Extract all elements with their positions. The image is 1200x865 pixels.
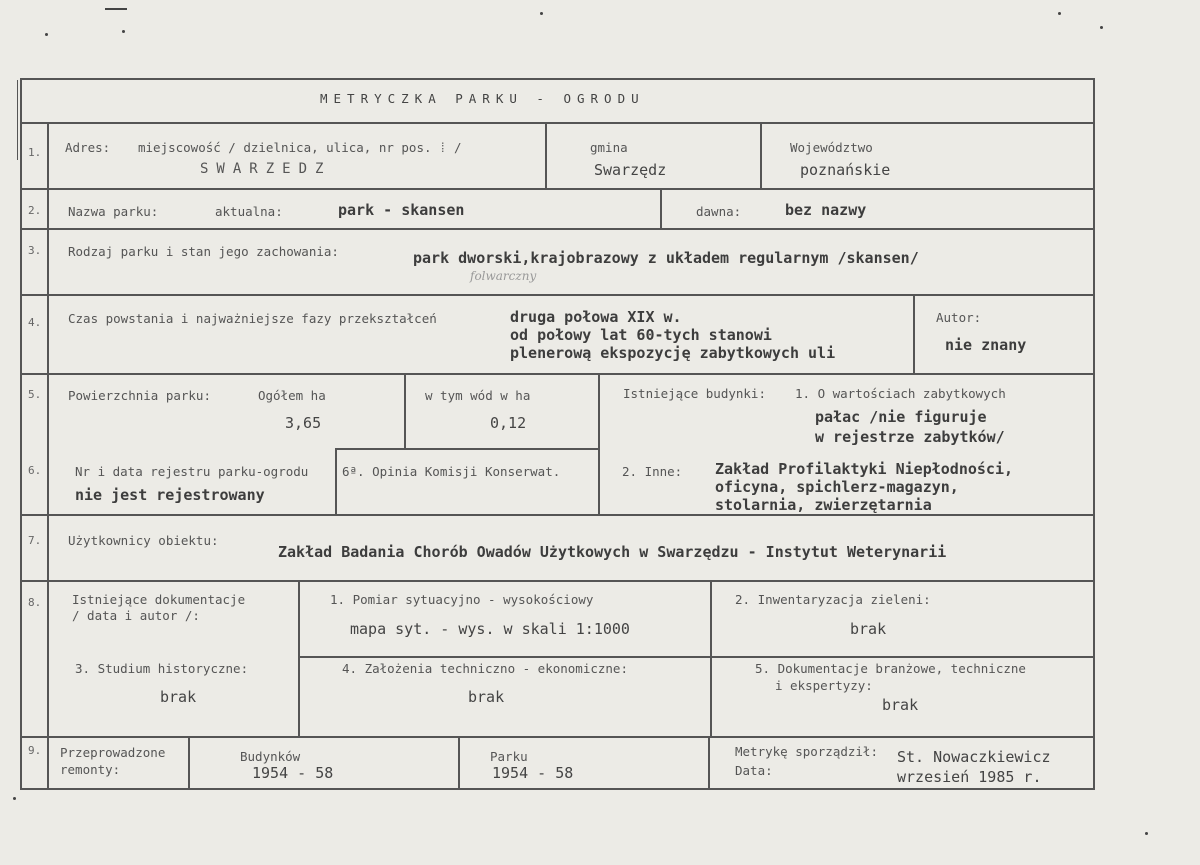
branch-docs-label-line-1: 5. Dokumentacje branżowe, techniczne — [755, 661, 1026, 676]
row-number: 2. — [28, 204, 42, 217]
history-line-3: plenerową ekspozycję zabytkowych uli — [510, 344, 836, 362]
date-value: wrzesień 1985 r. — [897, 768, 1042, 786]
water-area-value: 0,12 — [490, 414, 527, 432]
repairs-label-line-2: remonty: — [60, 762, 121, 777]
row-number: 8. — [28, 596, 42, 609]
other-buildings-line-3: stolarnia, zwierzętarnia — [715, 496, 932, 514]
branch-docs-label-line-2: i ekspertyzy: — [775, 678, 873, 693]
park-name-label: Nazwa parku: — [68, 204, 159, 219]
other-buildings-line-1: Zakład Profilaktyki Niepłodności, — [715, 460, 1014, 478]
form-title: METRYCZKA PARKU - OGRODU — [320, 91, 645, 106]
park-type-value: park dworski,krajobrazowy z układem regularnym /skansen/ — [413, 249, 919, 267]
users-label: Użytkownicy obiektu: — [68, 533, 219, 548]
address-value: SWARZEDZ — [200, 161, 332, 177]
greenery-inventory-label: 2. Inwentaryzacja zieleni: — [735, 592, 931, 607]
row-number: 7. — [28, 534, 42, 547]
row-number: 3. — [28, 244, 42, 257]
branch-docs-value: brak — [882, 696, 919, 714]
scan-speck — [1145, 832, 1148, 835]
wojewodztwo-value: poznańskie — [800, 161, 891, 179]
row-number: 4. — [28, 316, 42, 329]
park-type-label: Rodzaj parku i stan jego zachowania: — [68, 244, 339, 259]
buildings-label: Istniejące budynki: — [623, 386, 766, 401]
users-value: Zakład Badania Chorób Owadów Użytkowych w Swarzędzu - Instytut Weterynarii — [278, 543, 947, 561]
row-number: 5. — [28, 388, 42, 401]
buildings-heritage-line-2: w rejestrze zabytków/ — [815, 428, 1005, 446]
repairs-label-line-1: Przeprowadzone — [60, 745, 166, 760]
history-label: Czas powstania i najważniejsze fazy przekształceń — [68, 311, 437, 326]
history-line-1: druga połowa XIX w. — [510, 308, 682, 326]
current-name-value: park - skansen — [338, 201, 465, 219]
park-type-handwritten: folwarczny — [470, 269, 537, 283]
water-area-label: w tym wód w ha — [425, 388, 531, 403]
date-label: Data: — [735, 763, 773, 778]
former-name-value: bez nazwy — [785, 201, 867, 219]
row-number: 1. — [28, 146, 42, 159]
technical-economic-value: brak — [468, 688, 505, 706]
buildings-repair-value: 1954 - 58 — [252, 764, 334, 782]
author-label: Autor: — [936, 310, 982, 325]
register-value: nie jest rejestrowany — [75, 486, 265, 504]
park-record-form — [20, 78, 1095, 790]
gmina-label: gmina — [590, 140, 628, 155]
address-description: miejscowość / dzielnica, ulica, nr pos. ⁞ / — [138, 140, 462, 155]
prepared-by-value: St. Nowaczkiewicz — [897, 748, 1051, 766]
total-area-label: Ogółem ha — [258, 388, 326, 403]
historical-study-value: brak — [160, 688, 197, 706]
buildings-repair-label: Budynków — [240, 749, 301, 764]
other-buildings-line-2: oficyna, spichlerz-magazyn, — [715, 478, 959, 496]
wojewodztwo-label: Województwo — [790, 140, 873, 155]
scan-speck — [122, 30, 125, 33]
left-margin-mark — [17, 80, 18, 160]
scan-speck — [45, 33, 48, 36]
scan-speck — [540, 12, 543, 15]
other-buildings-label: 2. Inne: — [622, 464, 683, 479]
row-number: 9. — [28, 744, 42, 757]
survey-value: mapa syt. - wys. w skali 1:1000 — [350, 620, 630, 638]
greenery-inventory-value: brak — [850, 620, 887, 638]
buildings-heritage-label: 1. O wartościach zabytkowych — [795, 386, 1006, 401]
author-value: nie znany — [945, 336, 1027, 354]
scan-speck — [1100, 26, 1103, 29]
area-label: Powierzchnia parku: — [68, 388, 211, 403]
row-number: 6. — [28, 464, 42, 477]
park-repair-value: 1954 - 58 — [492, 764, 574, 782]
scan-speck — [13, 797, 16, 800]
historical-study-label: 3. Studium historyczne: — [75, 661, 249, 676]
register-label: Nr i data rejestru parku-ogrodu — [75, 464, 309, 479]
documentation-label-line-2: / data i autor /: — [72, 608, 200, 623]
park-repair-label: Parku — [490, 749, 528, 764]
total-area-value: 3,65 — [285, 414, 322, 432]
conservation-opinion-label: 6ª. Opinia Komisji Konserwat. — [342, 464, 561, 479]
former-name-label: dawna: — [696, 204, 742, 219]
documentation-label-line-1: Istniejące dokumentacje — [72, 592, 246, 607]
scan-speck — [105, 8, 127, 10]
current-name-label: aktualna: — [215, 204, 283, 219]
survey-label: 1. Pomiar sytuacyjno - wysokościowy — [330, 592, 594, 607]
history-line-2: od połowy lat 60-tych stanowi — [510, 326, 772, 344]
technical-economic-label: 4. Założenia techniczno - ekonomiczne: — [342, 661, 628, 676]
prepared-by-label: Metrykę sporządził: — [735, 744, 878, 759]
buildings-heritage-line-1: pałac /nie figuruje — [815, 408, 987, 426]
gmina-value: Swarzędz — [594, 161, 667, 179]
address-label: Adres: — [65, 140, 111, 155]
scan-speck — [1058, 12, 1061, 15]
